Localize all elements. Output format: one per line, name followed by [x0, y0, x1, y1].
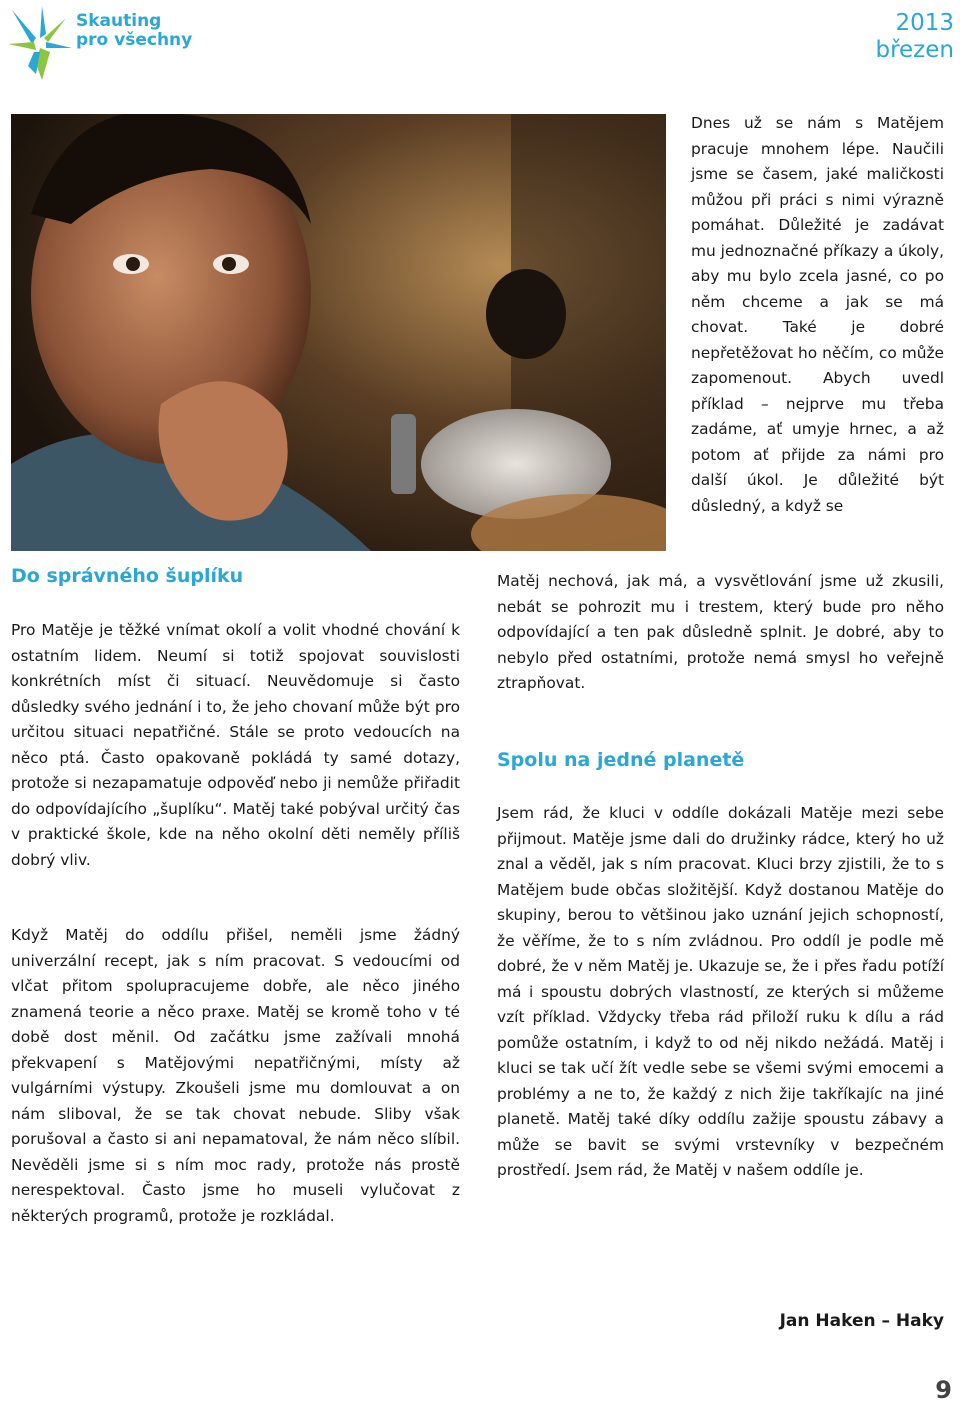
- logo-title-line2: pro všechny: [76, 30, 193, 50]
- right-paragraph-1-narrow: Dnes už se nám s Matějem pracuje mnohem lépe. Naučili jsme se časem, jaké maličkosti můžou při práci s nimi výrazně pomáhat. Důležité je zadávat mu jednoznačné příkazy a úkoly, aby mu bylo zcela jasné, co po něm chceme a jak se má chovat. Také je dobré nepřetěžovat ho něčím, co může zapomenout. Abych uvedl příklad – nejprve mu třeba zadáme, ať umyje hrnec, a až potom ať přijde za námi pro další úkol. Je důležité být důsledný, a když se: [691, 114, 944, 515]
- logo-title-line1: Skauting: [76, 11, 162, 31]
- right-paragraph-2: Jsem rád, že kluci v oddíle dokázali Matěje mezi sebe přijmout. Matěje jsme dali do družinky rádce, který ho už znal a věděl, jak s ním pracovat. Kluci brzy zjistili, že to s Matějem bude občas složitější. Když dostanou Matěje do skupiny, berou to většinou jako uznání jejich schopností, že věříme, že to s ním zvládnou. Pro oddíl je podle mě dobré, že v něm Matěj je. Ukazuje se, že i přes řadu potíží má i spoustu dobrých vlastností, ze kterých si můžeme vzít příklad. Vždycky třeba rád přiloží ruku k dílu a rád pomůže ostatním, i když to od něj nikdo nežádá. Matěj i kluci se tak učí žít vedle sebe se všemi svými emocemi a problémy a ne to, že každý z nich žije takříkajíc na jiné planetě. Matěj také díky oddílu zažije spoustu zábavy a může se bavit se svými vrstevníky v bezpečném prostředí. Jsem rád, že Matěj v našem oddíle je.: [497, 804, 944, 1179]
- left-paragraph-2: Když Matěj do oddílu přišel, neměli jsme žádný univerzální recept, jak s ním pracovat. S vedoucími od vlčat přitom spolupracujeme dobře, ale něco jiného znamená teorie a něco praxe. Matěj se kromě toho v té době dost měnil. Od začátku jsme zažívali mnohá překvapení s Matějovými nepatřičnými, místy až vulgárními výstupy. Zkoušeli jsme mu domlouvat a on nám sliboval, že se tak chovat nebude. Sliby však porušoval a často si ani nepamatoval, že nám něco slíbil. Nevěděli jsme si s ním moc rady, protože nás prostě nerespektoval. Často jsme ho museli vylučovat z některých programů, protože je rozkládal.: [11, 926, 460, 1225]
- right-paragraph-1-wide: Matěj nechová, jak má, a vysvětlování jsme už zkusili, nebát se pohrozit mu i trestem, který bude pro něho odpovídající a ten pak důsledně splnit. Je dobré, aby to nebylo před ostatními, protože nemá smysl ho veřejně ztrapňovat.: [497, 572, 944, 692]
- page-number: 9: [935, 1376, 952, 1404]
- issue-year: 2013: [895, 10, 954, 36]
- section-heading-right: Spolu na jedné planetě: [497, 749, 745, 771]
- issue-month: březen: [875, 37, 954, 63]
- skauting-lily-logo-icon: [6, 4, 76, 84]
- skauting-logo: [6, 4, 206, 84]
- boy-photo: [11, 114, 666, 551]
- left-paragraph-1: Pro Matěje je těžké vnímat okolí a volit vhodné chování k ostatním lidem. Neumí si totiž spojovat souvislosti konkrétních míst či situací. Neuvědomuje si často důsledky svého jednání i to, že jeho chovaní může být pro určitou situaci nepatřičné. Stále se proto vedoucích na něco ptá. Často opakovaně pokládá ty samé dotazy, protože si nezapamatuje odpověď nebo ji nemůže přiřadit do odpovídajícího „šuplíku“. Matěj také pobýval určitý čas v praktické škole, kde na něho okolní děti neměly příliš dobrý vliv.: [11, 621, 460, 869]
- article-author: Jan Haken – Haky: [779, 1311, 944, 1331]
- section-heading-left: Do správného šuplíku: [11, 565, 244, 587]
- issue-date: [875, 10, 954, 64]
